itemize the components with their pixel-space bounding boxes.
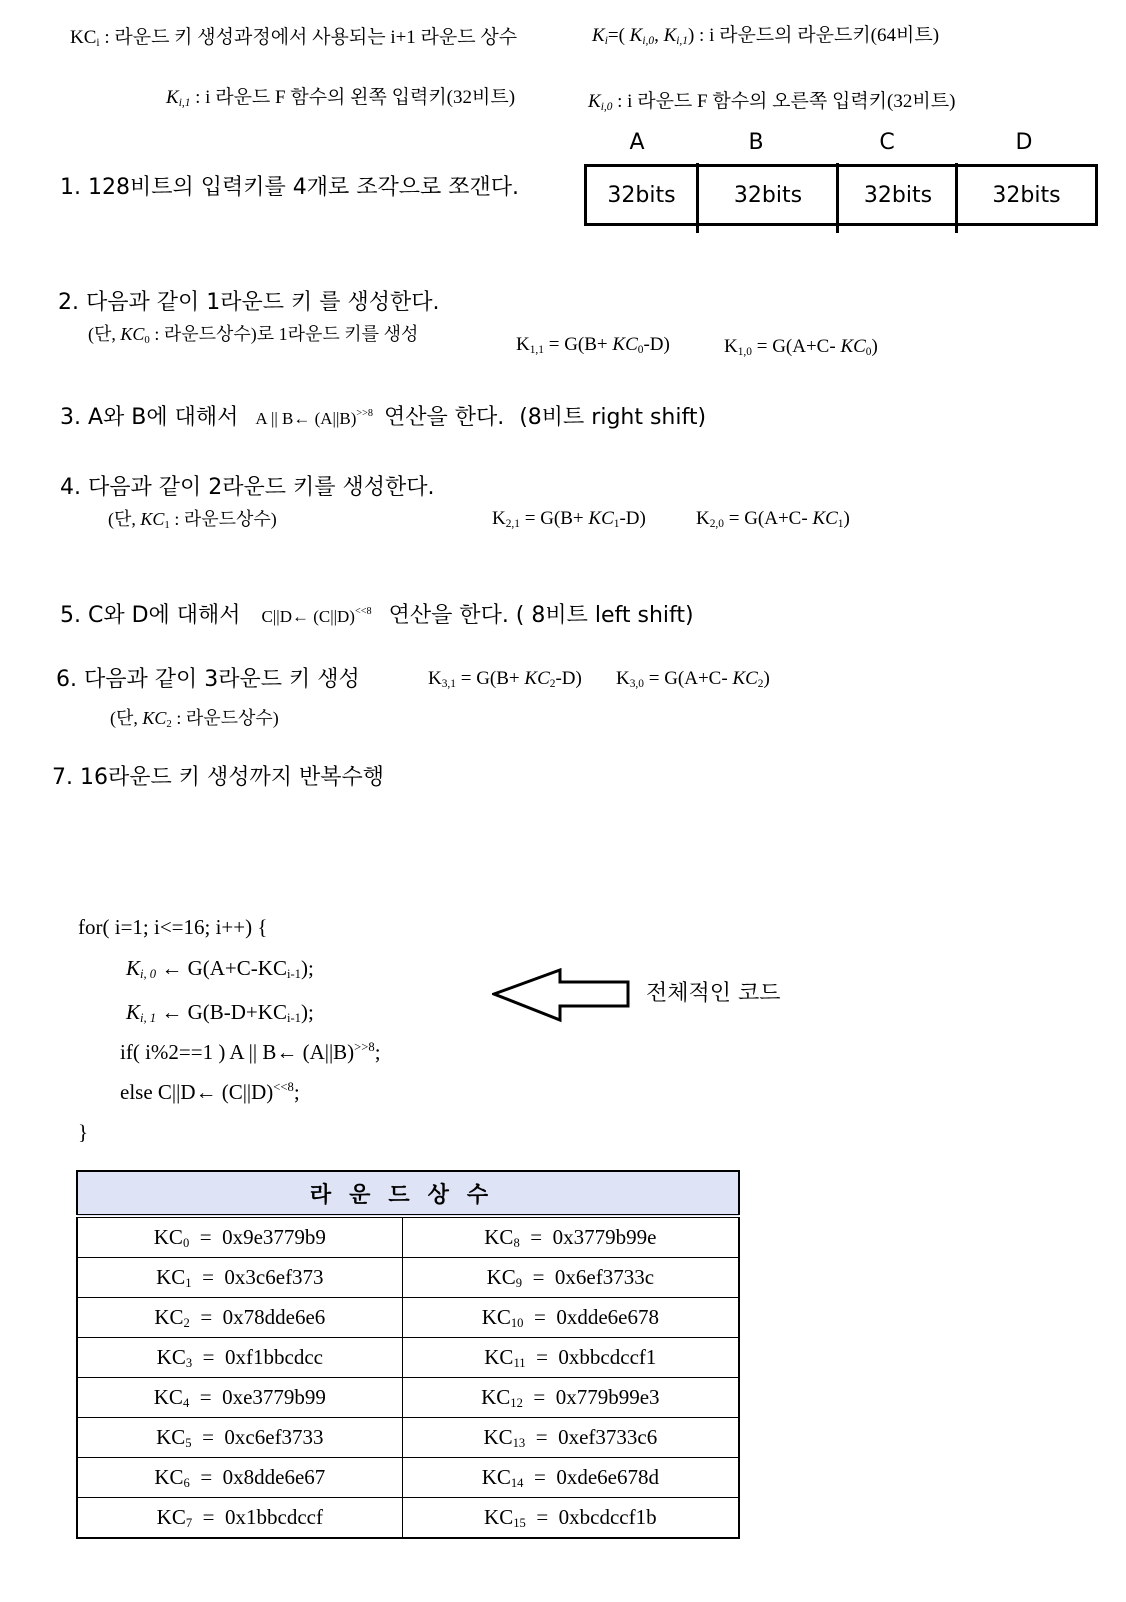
constant-index: 4 — [182, 1396, 190, 1410]
formula-sub: 1,1 — [529, 344, 544, 356]
step-2: 2. 다음과 같이 1라운드 키 를 생성한다. — [58, 290, 440, 315]
def-ki0 — [588, 86, 955, 113]
formula-part: = G(A+C- — [751, 336, 841, 357]
constant-symbol: KC — [484, 1345, 514, 1369]
code-sub: i-1 — [286, 1011, 301, 1025]
formula-kc: KC — [524, 668, 550, 689]
note-text: : 라운드상수)로 1라운드 키를 생성 — [149, 324, 419, 344]
code-part: ← G(B-D+KC — [156, 1000, 287, 1024]
formula-k31 — [428, 668, 582, 690]
step-7: 7. 16라운드 키 생성까지 반복수행 — [52, 765, 384, 790]
code-part: ; — [293, 1080, 300, 1104]
note-symbol: KC — [140, 509, 165, 529]
constant-value: 0xbcdccf1b — [558, 1505, 657, 1529]
constant-index: 13 — [512, 1436, 526, 1450]
constant-value: 0x78dde6e6 — [222, 1305, 326, 1329]
code-sup: >>8 — [354, 1040, 375, 1054]
formula-sub: 1 — [837, 518, 844, 530]
constant-cell — [402, 1378, 739, 1418]
formula-k11 — [516, 334, 670, 356]
formula-sub: 2 — [549, 678, 556, 690]
key-label-d: D — [1015, 130, 1033, 155]
def-ki — [592, 20, 939, 47]
def-ki-lhs: K — [592, 25, 605, 46]
constant-symbol: KC — [156, 1265, 186, 1289]
formula-part: K — [616, 668, 630, 689]
constant-equals: = — [191, 1425, 225, 1449]
constant-index: 5 — [185, 1436, 192, 1450]
constant-equals: = — [523, 1465, 557, 1489]
formula-part: K — [428, 668, 442, 689]
def-ki-a: K — [629, 25, 643, 46]
constant-cell — [402, 1258, 739, 1298]
code-part: if( i%2==1 ) A || B← (A||B) — [120, 1040, 355, 1064]
note-text: (단, — [108, 509, 141, 529]
constant-index: 14 — [510, 1476, 524, 1490]
constant-equals: = — [522, 1265, 555, 1289]
def-ki-a-sub: i,0 — [642, 35, 655, 47]
formula-sub: 0 — [865, 346, 872, 358]
constant-equals: = — [191, 1265, 225, 1289]
formula-part: ) — [843, 508, 850, 529]
code-sub: i-1 — [286, 967, 301, 981]
def-kc-symbol: KC — [70, 27, 97, 48]
constant-equals: = — [519, 1225, 553, 1249]
code-part: else C||D← (C||D) — [120, 1080, 274, 1104]
constant-symbol: KC — [481, 1305, 511, 1329]
formula-part: ) — [763, 668, 770, 689]
code-sub: i, 0 — [140, 967, 157, 981]
key-segment-c: 32bits — [863, 182, 933, 208]
def-ki-sep: , — [654, 25, 664, 46]
constant-cell — [402, 1458, 739, 1498]
formula-part: ) — [871, 336, 878, 357]
formula-sub: 1,0 — [737, 346, 752, 358]
note-symbol: KC — [120, 324, 145, 344]
formula-kc: KC — [588, 508, 614, 529]
step-4: 4. 다음과 같이 2라운드 키를 생성한다. — [60, 475, 435, 500]
constant-value: 0xef3733c6 — [558, 1425, 658, 1449]
def-kc-text: : 라운드 키 생성과정에서 사용되는 i+1 라운드 상수 — [99, 27, 518, 48]
constant-symbol: KC — [486, 1265, 516, 1289]
constant-cell — [77, 1216, 402, 1258]
constant-symbol: KC — [484, 1505, 514, 1529]
constant-cell — [402, 1216, 739, 1258]
constant-index: 9 — [515, 1276, 523, 1290]
formula-part: = G(B+ — [455, 668, 525, 689]
constant-index: 2 — [183, 1316, 190, 1330]
constant-equals: = — [192, 1505, 225, 1529]
constant-symbol: KC — [483, 1425, 513, 1449]
constant-value: 0xdde6e678 — [556, 1305, 659, 1329]
constant-equals: = — [525, 1425, 559, 1449]
note-text: (단, — [110, 708, 143, 728]
constant-cell — [402, 1418, 739, 1458]
code-sub: i, 1 — [140, 1011, 157, 1025]
code-part: ); — [300, 1000, 314, 1024]
constant-value: 0xbbcdccf1 — [558, 1345, 657, 1369]
code-line-1: for( i=1; i<=16; i++) { — [78, 915, 268, 939]
code-line-3 — [126, 990, 314, 1034]
left-arrow-icon — [492, 968, 632, 1024]
constant-equals: = — [525, 1345, 559, 1369]
formula-part: = G(A+C- — [643, 668, 733, 689]
formula-kc: KC — [812, 508, 838, 529]
code-line-2 — [126, 946, 314, 990]
note-sub: 0 — [144, 334, 150, 346]
code-part: ); — [300, 956, 314, 980]
table-row — [77, 1418, 739, 1458]
constant-index: 0 — [182, 1236, 190, 1250]
constant-cell — [402, 1498, 739, 1539]
key-segment-d: 32bits — [992, 182, 1061, 208]
constant-equals: = — [522, 1385, 556, 1409]
step-3 — [60, 400, 706, 431]
def-ki1 — [166, 82, 515, 109]
constant-symbol: KC — [481, 1385, 511, 1409]
constant-symbol: KC — [154, 1465, 184, 1489]
constant-index: 1 — [185, 1276, 192, 1290]
def-ki-b-sub: i,1 — [676, 35, 688, 47]
note-sub: 1 — [164, 519, 170, 531]
step-6-note — [110, 704, 279, 730]
constant-symbol: KC — [156, 1425, 186, 1449]
table-row — [77, 1298, 739, 1338]
key-segment-a: 32bits — [607, 182, 676, 208]
constant-value: 0x6ef3733c — [554, 1265, 655, 1289]
key-label-b: B — [748, 130, 764, 155]
constant-equals: = — [189, 1385, 223, 1409]
def-ki1-text: : i 라운드 F 함수의 왼쪽 입력키(32비트) — [190, 87, 516, 108]
key-label-c: C — [879, 130, 895, 155]
formula-sup: >>8 — [356, 408, 373, 419]
constant-cell — [402, 1338, 739, 1378]
formula-k30 — [616, 668, 770, 690]
table-row — [77, 1258, 739, 1298]
constant-value: 0x3779b99e — [552, 1225, 657, 1249]
step-5-text: 연산을 한다. ( 8비트 left shift) — [388, 603, 694, 628]
formula-part: -D) — [619, 508, 646, 529]
constant-cell — [77, 1498, 402, 1539]
constant-index: 8 — [513, 1236, 520, 1250]
constant-cell — [77, 1338, 402, 1378]
note-text: (단, — [88, 324, 121, 344]
constant-equals: = — [189, 1225, 223, 1249]
formula-k20 — [696, 508, 850, 530]
formula-sub: 2 — [757, 678, 764, 690]
constant-index: 10 — [510, 1316, 524, 1330]
constant-cell — [77, 1378, 402, 1418]
formula-kc: KC — [732, 668, 758, 689]
def-ki1-symbol: K — [166, 87, 179, 108]
formula-part: -D) — [643, 334, 670, 355]
constant-equals: = — [189, 1305, 223, 1329]
shift-cd-formula — [262, 607, 372, 626]
formula-sub: 1 — [613, 518, 620, 530]
def-ki0-sub: i,0 — [600, 101, 613, 113]
constant-cell — [77, 1458, 402, 1498]
formula-kc: KC — [840, 336, 866, 357]
formula-sup: <<8 — [354, 606, 372, 617]
step-6: 6. 다음과 같이 3라운드 키 생성 — [56, 667, 360, 692]
formula-part: A || B← (A||B) — [255, 409, 357, 428]
formula-part: K — [492, 508, 506, 529]
formula-part: C||D← (C||D) — [261, 607, 355, 626]
code-line-6: } — [78, 1120, 89, 1144]
constant-value: 0x3c6ef373 — [224, 1265, 324, 1289]
note-symbol: KC — [142, 708, 167, 728]
formula-part: = G(B+ — [519, 508, 589, 529]
key-segment-b: 32bits — [733, 182, 803, 208]
formula-k10 — [724, 336, 878, 358]
formula-part: -D) — [555, 668, 582, 689]
code-line-4 — [120, 1030, 381, 1074]
table-row — [77, 1458, 739, 1498]
formula-sub: 0 — [637, 344, 644, 356]
constant-cell — [77, 1258, 402, 1298]
key-label-a: A — [629, 130, 645, 155]
table-title: 라운드상수 — [77, 1171, 739, 1216]
constant-cell — [77, 1418, 402, 1458]
constant-index: 3 — [185, 1356, 193, 1370]
step-4-note — [108, 505, 277, 531]
table-body — [77, 1216, 739, 1538]
code-part: K — [126, 956, 141, 980]
constant-symbol: KC — [153, 1225, 183, 1249]
constant-value: 0x8dde6e67 — [222, 1465, 326, 1489]
def-ki1-sub: i,1 — [178, 97, 191, 109]
step-1: 1. 128비트의 입력키를 4개로 조각으로 쪼갠다. — [60, 175, 519, 200]
code-part: ; — [374, 1040, 381, 1064]
constant-equals: = — [525, 1505, 559, 1529]
constant-equals: = — [523, 1305, 557, 1329]
constant-index: 12 — [510, 1396, 523, 1410]
def-ki-b: K — [663, 25, 677, 46]
formula-k21 — [492, 508, 646, 530]
note-sub: 2 — [166, 718, 172, 730]
constant-index: 7 — [185, 1516, 193, 1530]
def-kc — [70, 22, 517, 49]
formula-part: K — [696, 508, 710, 529]
step-5 — [60, 598, 694, 629]
constant-value: 0xde6e678d — [556, 1465, 659, 1489]
formula-part: K — [516, 334, 530, 355]
code-part: K — [126, 1000, 141, 1024]
constant-index: 11 — [513, 1356, 526, 1370]
code-sup: <<8 — [273, 1080, 294, 1094]
def-ki-lhs-sub: i — [604, 35, 608, 47]
shift-ab-formula — [255, 409, 373, 428]
key-split-box — [584, 164, 1098, 226]
constant-value: 0x779b99e3 — [555, 1385, 660, 1409]
table-row — [77, 1498, 739, 1539]
def-kc-sub: i — [96, 37, 100, 49]
step-3-text: 연산을 한다. — [383, 405, 505, 430]
formula-sub: 2,1 — [505, 518, 520, 530]
formula-sub: 2,0 — [709, 518, 724, 530]
table-row — [77, 1378, 739, 1418]
round-constants-table — [76, 1170, 740, 1539]
def-ki0-symbol: K — [588, 91, 601, 112]
def-ki0-text: : i 라운드 F 함수의 오른쪽 입력키(32비트) — [612, 91, 956, 112]
constant-value: 0x1bbcdccf — [225, 1505, 323, 1529]
formula-sub: 3,0 — [629, 678, 644, 690]
code-part: ← G(A+C-KC — [156, 956, 287, 980]
formula-sub: 3,1 — [441, 678, 456, 690]
step-3-text: 3. A와 B에 대해서 — [60, 405, 239, 430]
constant-value: 0x9e3779b9 — [222, 1225, 326, 1249]
constant-index: 15 — [513, 1516, 526, 1530]
note-text: : 라운드상수) — [171, 708, 279, 728]
constant-value: 0xe3779b99 — [222, 1385, 326, 1409]
step-3-note: (8비트 right shift) — [519, 405, 707, 430]
def-ki-text: ) : i 라운드의 라운드키(64비트) — [687, 25, 940, 46]
constant-symbol: KC — [153, 1385, 183, 1409]
formula-part: = G(A+C- — [723, 508, 813, 529]
constant-symbol: KC — [156, 1505, 186, 1529]
def-ki-eq: =( — [607, 25, 630, 46]
constant-cell — [402, 1298, 739, 1338]
constant-value: 0xc6ef3733 — [224, 1425, 324, 1449]
constant-equals: = — [189, 1465, 223, 1489]
constant-value: 0xf1bbcdcc — [225, 1345, 323, 1369]
constant-symbol: KC — [154, 1305, 184, 1329]
constant-symbol: KC — [484, 1225, 514, 1249]
table-row — [77, 1216, 739, 1258]
constant-cell — [77, 1298, 402, 1338]
formula-part: = G(B+ — [543, 334, 613, 355]
table-row — [77, 1338, 739, 1378]
formula-kc: KC — [612, 334, 638, 355]
constant-equals: = — [192, 1345, 225, 1369]
note-text: : 라운드상수) — [169, 509, 277, 529]
constant-symbol: KC — [156, 1345, 186, 1369]
formula-part: K — [724, 336, 738, 357]
code-line-5 — [120, 1070, 300, 1114]
step-5-text: 5. C와 D에 대해서 — [60, 603, 241, 628]
constant-index: 6 — [183, 1476, 190, 1490]
step-2-note — [88, 320, 418, 346]
arrow-label: 전체적인 코드 — [646, 981, 781, 1006]
constant-symbol: KC — [481, 1465, 511, 1489]
